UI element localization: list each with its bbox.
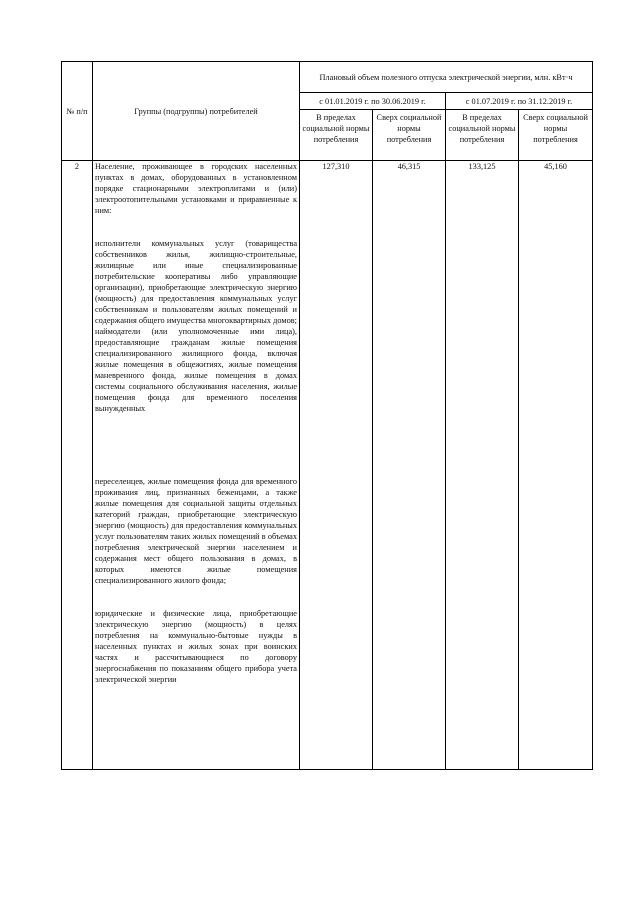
description-para-4: юридические и физические лица, приобретающие электрическую энергию (мощность) в целях потребления на коммунально-бытовые нужды в населенных пунктах и жилых зонах при воинских частях и рассчитывающиеся по договору энергоснабжения по показаниям общего прибора учета электрической энергии [95, 609, 297, 684]
value-above-2: 45,160 [519, 161, 593, 770]
value-above-1: 46,315 [373, 161, 446, 770]
sub-above-1: Сверх социальной нормы потребления [373, 110, 446, 161]
sub-within-2: В пределах социальной нормы потребления [446, 110, 519, 161]
sub-above-2: Сверх социальной нормы потребления [519, 110, 593, 161]
sub-within-1: В пределах социальной нормы потребления [300, 110, 373, 161]
period2-header: с 01.07.2019 г. по 31.12.2019 г. [446, 93, 593, 110]
col-num-header: № п/п [62, 62, 93, 161]
value-within-1: 127,310 [300, 161, 373, 770]
col-group-header: Группы (подгруппы) потребителей [93, 62, 300, 161]
description-para-3: переселенцев, жилые помещения фонда для временного проживания лиц, признанных беженцами, а также жилые помещения для социальной защиты отдельных категорий граждан, приобретающие электрическую энергию (мощность) для предоставления коммунальных услуг пользователям таких жилых помещений в объемах потребления электрической энергии населением и содержания мест общего пользования в домах, в которых имеются жилые помещения специализированного жилого фонда; [95, 477, 297, 585]
description-para-2: исполнители коммунальных услуг (товарищества собственников жилья, жилищно-строительные, жилищные или иные специализированные потребительские кооперативы либо управляющие организации), приобретающие электрическую энергию (мощность) для предоставления коммунальных услуг собственникам и пользователям жилых помещений и содержания общего имущества многоквартирных домов; наймодатели (или уполномоченные ими лица), предоставляющие гражданам жилые помещения специализированного жилищного фонда, включая жилые помещения в общежитиях, жилые помещения маневренного фонда, жилые помещения в домах системы социального обслуживания населения, жилые помещения фонда для временного поселения вынужденных [95, 239, 297, 413]
group-description [93, 161, 300, 770]
value-within-2: 133,125 [446, 161, 519, 770]
main-header: Плановый объем полезного отпуска электрической энергии, млн. кВт·ч [300, 62, 593, 93]
period1-header: с 01.01.2019 г. по 30.06.2019 г. [300, 93, 446, 110]
row-number: 2 [62, 161, 93, 770]
description-para-1: Население, проживающее в городских населенных пунктах в домах, оборудованных в установленном порядке стационарными электроплитами и (или) электроотопительными установками и приравненные к ним: [95, 162, 297, 215]
consumption-table [61, 61, 593, 770]
table-row [62, 161, 593, 770]
